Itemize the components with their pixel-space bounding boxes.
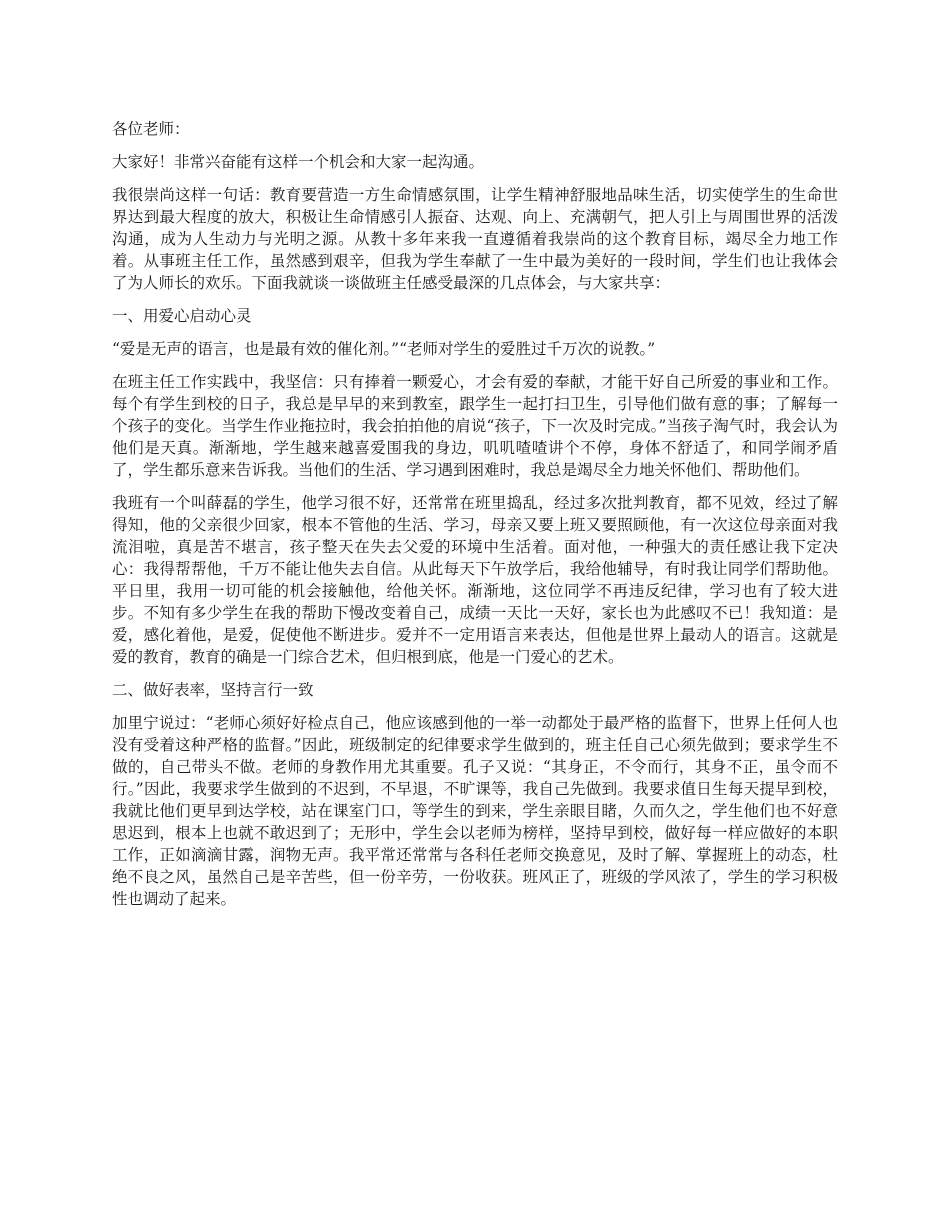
section-2-paragraph-1: 加里宁说过：“老师心须好好检点自己，他应该感到他的一举一动都处于最严格的监督下，世界上任何人也没有受着这种严格的监督。”因此，班级制定的纪律要求学生做到的，班主任自己心须先做到；要求学生不做的，自己带头不做。老师的身教作用尤其重要。孔子又说：“其身正，不令而行，其身不正，虽令而不行。”因此，我要求学生做到的不迟到，不早退，不旷课等，我自己先做到。我要求值日生每天提早到校，我就比他们更早到达学校，站在课室门口，等学生的到来，学生亲眼目睹，久而久之，学生他们也不好意思迟到，根本上也就不敢迟到了；无形中，学生会以老师为榜样，坚持早到校，做好每一样应做好的本职工作，正如滴滴甘露，润物无声。我平常还常常与各科任老师交换意见，及时了解、掌握班上的动态，杜绝不良之风，虽然自己是辛苦些，但一份辛劳，一份收获。班风正了，班级的学风浓了，学生的学习积极性也调动了起来。	[112, 714, 838, 908]
section-1-quote: “爱是无声的语言，也是最有效的催化剂。”“老师对学生的爱胜过千万次的说教。”	[112, 340, 656, 358]
section-1-heading: 一、用爱心启动心灵	[112, 307, 252, 325]
section-1-paragraph-2: 我班有一个叫薛磊的学生，他学习很不好，还常常在班里捣乱，经过多次批判教育，都不见效，经过了解得知，他的父亲很少回家，根本不管他的生活、学习，母亲又要上班又要照顾他，有一次这位母亲面对我流泪啦，真是苦不堪言，孩子整天在失去父爱的环境中生活着。面对他，一种强大的责任感让我下定决心：我得帮帮他，千万不能让他失去自信。从此每天下午放学后，我给他辅导，有时我让同学们帮助他。平日里，我用一切可能的机会接触他，给他关怀。渐渐地，这位同学不再违反纪律，学习也有了较大进步。不知有多少学生在我的帮助下慢改变着自己，成绩一天比一天好，家长也为此感叹不已！我知道：是爱，感化着他，是爱，促使他不断进步。爱并不一定用语言来表达，但他是世界上最动人的语言。这就是爱的教育，教育的确是一门综合艺术，但归根到底，他是一门爱心的艺术。	[112, 494, 838, 666]
section-1-paragraph-1: 在班主任工作实践中，我坚信：只有捧着一颗爱心，才会有爱的奉献，才能干好自己所爱的事业和工作。每个有学生到校的日子，我总是早早的来到教室，跟学生一起打扫卫生，引导他们做有意的事；了解每一个孩子的变化。当学生作业拖拉时，我会拍拍他的肩说“孩子，下一次及时完成。”当孩子淘气时，我会认为他们是天真。渐渐地，学生越来越喜爱围我的身边，叽叽喳喳讲个不停，身体不舒适了，和同学闹矛盾了，学生都乐意来告诉我。当他们的生活、学习遇到困难时，我总是竭尽全力地关怀他们、帮助他们。	[112, 373, 838, 479]
salutation: 各位老师：	[112, 120, 190, 138]
greeting-paragraph: 大家好！非常兴奋能有这样一个机会和大家一起沟通。	[112, 153, 485, 171]
intro-paragraph: 我很崇尚这样一句话：教育要营造一方生命情感氛围，让学生精神舒服地品味生活，切实使学生的生命世界达到最大程度的放大，积极让生命情感引人振奋、达观、向上、充满朝气，把人引上与周围世界的活泼沟通，成为人生动力与光明之源。从教十多年来我一直遵循着我崇尚的这个教育目标，竭尽全力地工作着。从事班主任工作，虽然感到艰辛，但我为学生奉献了一生中最为美好的一段时间，学生们也让我体会了为人师长的欢乐。下面我就谈一谈做班主任感受最深的几点体会，与大家共享：	[112, 186, 838, 292]
section-2-heading: 二、做好表率，坚持言行一致	[112, 681, 314, 699]
document-page	[112, 118, 838, 921]
